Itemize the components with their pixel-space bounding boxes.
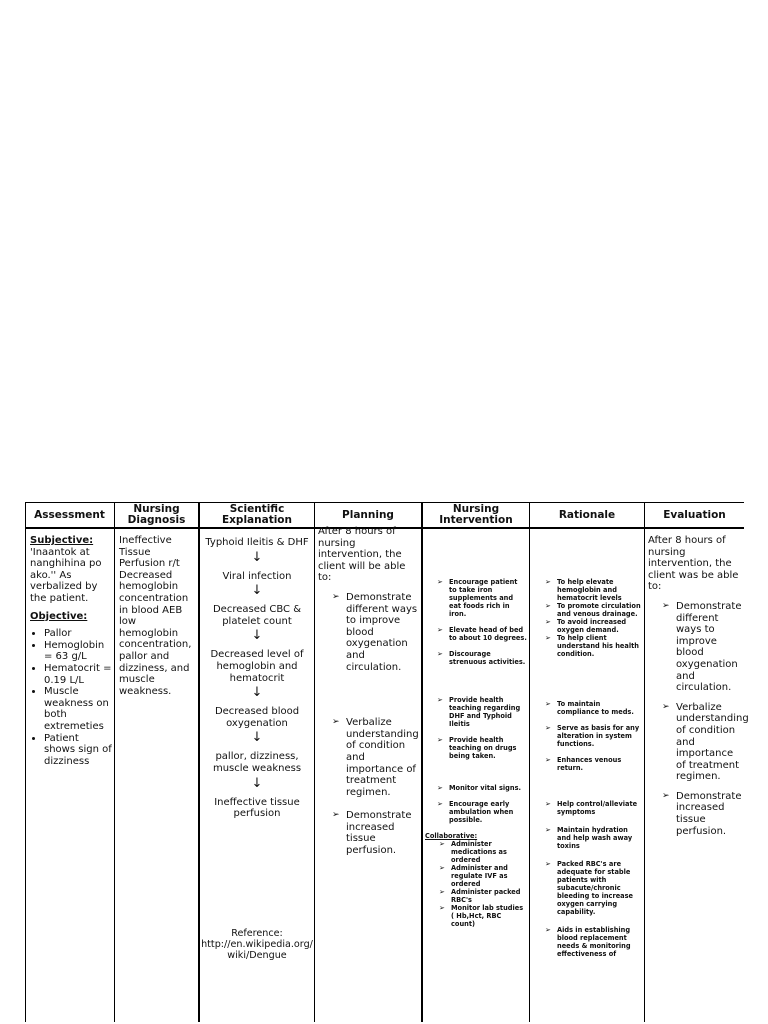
down-arrow-icon: ↓ <box>251 775 263 791</box>
header-nursing-diagnosis: Nursing Diagnosis <box>127 503 186 526</box>
list-item: • Pallor <box>44 628 112 640</box>
assessment-cell <box>30 535 112 767</box>
list-item: ➢ To help client understand his health condition. <box>545 634 643 658</box>
flow-step: Decreased blood oxygenation <box>214 706 300 729</box>
rationale-list-2 <box>545 700 643 772</box>
intervention-list-3 <box>437 784 527 824</box>
list-item: ➢ Elevate head of bed to about 10 degrees. <box>437 626 527 642</box>
down-arrow-icon: ↓ <box>251 549 263 565</box>
planning-intro: After 8 hours of nursing intervention, the client will be able to: <box>318 526 406 584</box>
list-item: ➢ To help elevate hemoglobin and hematocrit levels <box>545 578 643 602</box>
list-item: ➢ Administer medications as ordered <box>439 840 527 864</box>
flow-step: Ineffective tissue perfusion <box>214 796 300 820</box>
list-item: ➢ Serve as basis for any alteration in system functions. <box>545 724 643 748</box>
list-item: ➢ Encourage patient to take iron supplements and eat foods rich in iron. <box>437 578 527 618</box>
list-item: ➢ Encourage early ambulation when possible. <box>437 800 527 824</box>
list-item: ➢ Monitor vital signs. <box>437 784 527 792</box>
subjective-label: Subjective: <box>30 535 94 546</box>
column-divider <box>314 502 315 1022</box>
list-item: ➢ Monitor lab studies ( Hb,Hct, RBC count) <box>439 904 527 928</box>
down-arrow-icon: ↓ <box>251 730 263 746</box>
flow-step: Decreased CBC & platelet count <box>212 604 302 627</box>
list-item: • Muscle weakness on both extremeties <box>44 686 112 732</box>
header-assessment: Assessment <box>34 508 105 521</box>
collaborative-list <box>439 840 527 928</box>
intervention-list-2 <box>437 696 527 760</box>
header-scientific-explanation: Scientific Explanation <box>221 503 292 526</box>
column-divider <box>198 502 200 1022</box>
down-arrow-icon: ↓ <box>251 628 263 644</box>
down-arrow-icon: ↓ <box>251 583 263 599</box>
scientific-flowchart <box>201 537 313 820</box>
rationale-list-1 <box>545 578 643 658</box>
column-divider <box>114 502 115 1022</box>
flow-step: pallor, dizziness, muscle weakness <box>212 751 302 774</box>
reference-text: Reference: http://en.wikipedia.org/ wiki/Dengue <box>201 928 313 961</box>
list-item: ➢ Demonstrate increased tissue perfusion. <box>662 791 742 837</box>
planning-cell <box>318 526 420 857</box>
intervention-list-1 <box>437 578 527 666</box>
list-item: ➢ Enhances venous return. <box>545 756 643 772</box>
list-item: • Hemoglobin = 63 g/L <box>44 640 112 663</box>
evaluation-intro: After 8 hours of nursing intervention, the client was be able to: <box>648 535 739 593</box>
list-item: • Hematocrit = 0.19 L/L <box>44 663 112 686</box>
list-item: ➢ To promote circulation and venous drainage. <box>545 602 643 618</box>
list-item: ➢ Demonstrate increased tissue perfusion. <box>332 810 420 856</box>
collaborative-label: Collaborative: <box>425 832 478 840</box>
evaluation-cell <box>648 535 749 837</box>
down-arrow-icon: ↓ <box>251 685 263 701</box>
intervention-cell <box>425 578 527 928</box>
objective-label: Objective: <box>30 610 88 622</box>
header-planning: Planning <box>342 508 394 521</box>
diagnosis-cell: Ineffective Tissue Perfusion r/t Decreased hemoglobin concentration in blood AEB low hemoglobin concentration, pallor and dizziness, and muscle weakness. <box>119 535 192 697</box>
list-item: ➢ To maintain compliance to meds. <box>545 700 643 716</box>
list-item: ➢ Administer packed RBC's <box>439 888 527 904</box>
column-divider <box>644 502 645 1022</box>
list-item: ➢ Discourage strenuous activities. <box>437 650 527 666</box>
list-item: ➢ Provide health teaching on drugs being taken. <box>437 736 527 760</box>
rationale-list-3 <box>545 800 643 958</box>
column-divider <box>25 502 26 1022</box>
planning-list <box>332 592 420 857</box>
flow-step: Decreased level of hemoglobin and hematocrit <box>210 649 304 684</box>
column-divider <box>421 502 423 1022</box>
column-divider <box>529 502 530 1022</box>
list-item: ➢ Help control/alleviate symptoms <box>545 800 643 816</box>
nursing-care-plan-table <box>25 502 749 1022</box>
list-item: • Patient shows sign of dizziness <box>44 733 112 768</box>
rationale-cell <box>533 578 643 1008</box>
list-item: ➢ Demonstrate different ways to improve blood oxygenation and circulation. <box>662 601 742 694</box>
list-item: ➢ Packed RBC's are adequate for stable patients with subacute/chronic bleeding to increase oxygen carrying capability. <box>545 860 643 916</box>
list-item: ➢ Verbalize understanding of condition and importance of treatment regimen. <box>662 702 742 783</box>
list-item: ➢ Aids in establishing blood replacement needs & monitoring effectiveness of <box>545 926 643 958</box>
list-item: ➢ Administer and regulate IVF as ordered <box>439 864 527 888</box>
flow-step: Typhoid Ileitis & DHF <box>205 537 309 548</box>
objective-list <box>30 628 112 767</box>
evaluation-list <box>662 600 749 837</box>
list-item: ➢ Verbalize understanding of condition and importance of treatment regimen. <box>332 717 420 798</box>
header-evaluation: Evaluation <box>663 508 726 521</box>
list-item: ➢ Provide health teaching regarding DHF and Typhoid Ileitis <box>437 696 527 728</box>
flow-step: Viral infection <box>222 570 292 582</box>
subjective-text: 'Inaantok at nanghihina po ako.'' As verbalized by the patient. <box>30 546 102 604</box>
list-item: ➢ Demonstrate different ways to improve blood oxygenation and circulation. <box>332 592 420 673</box>
header-rationale: Rationale <box>558 508 616 521</box>
list-item: ➢ Maintain hydration and help wash away toxins <box>545 826 643 850</box>
header-nursing-intervention: Nursing Intervention <box>439 503 513 526</box>
list-item: ➢ To avoid increased oxygen demand. <box>545 618 643 634</box>
